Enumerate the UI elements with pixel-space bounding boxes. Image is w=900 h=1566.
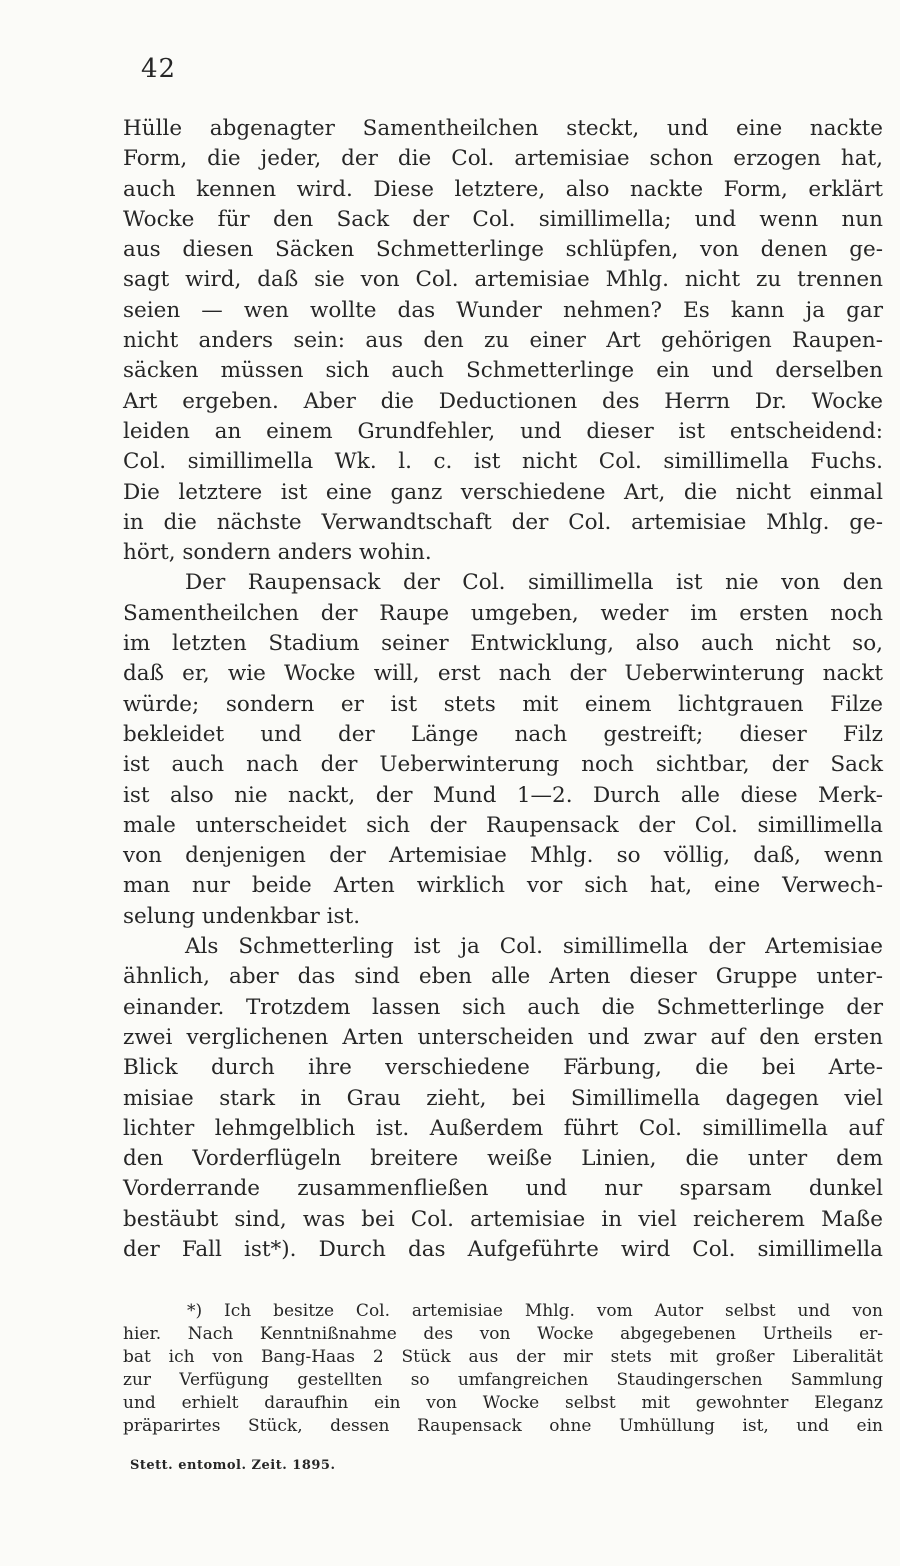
text-line: im letzten Stadium seiner Entwicklung, also auch nicht so, [123, 631, 883, 657]
text-line: nicht anders sein: aus den zu einer Art gehörigen Raupen- [123, 328, 883, 354]
text-line: Der Raupensack der Col. simillimella ist nie von den [185, 570, 883, 596]
text-line: säcken müssen sich auch Schmetterlinge ein und derselben [123, 358, 883, 384]
text-line: sagt wird, daß sie von Col. artemisiae Mhlg. nicht zu trennen [123, 267, 883, 293]
footnote-line: *) Ich besitze Col. artemisiae Mhlg. vom Autor selbst und von [187, 1301, 883, 1321]
text-line: den Vorderflügeln breitere weiße Linien, die unter dem [123, 1146, 883, 1172]
text-line: in die nächste Verwandtschaft der Col. artemisiae Mhlg. ge- [123, 509, 883, 535]
text-line: Die letztere ist eine ganz verschiedene Art, die nicht einmal [123, 479, 883, 505]
text-line: ist auch nach der Ueberwinterung noch sichtbar, der Sack [123, 752, 883, 778]
body-text [123, 114, 883, 1265]
text-line: Hülle abgenagter Samentheilchen steckt, und eine nackte [123, 116, 883, 141]
footnote-line: hier. Nach Kenntnißnahme des von Wocke abgegebenen Urtheils er- [123, 1324, 883, 1344]
text-line: der Fall ist*). Durch das Aufgeführte wird Col. simillimella [123, 1236, 883, 1262]
text-line: Col. simillimella Wk. l. c. ist nicht Col. simillimella Fuchs. [123, 449, 883, 475]
source-reference: Stett. entomol. Zeit. 1895. [130, 1458, 336, 1473]
page-number: 42 [141, 54, 177, 84]
text-line: einander. Trotzdem lassen sich auch die Schmetterlinge der [123, 994, 883, 1020]
text-line: ähnlich, aber das sind eben alle Arten dieser Gruppe unter- [123, 964, 883, 990]
text-line: leiden an einem Grundfehler, und dieser ist entscheidend: [123, 418, 883, 444]
text-line: ist also nie nackt, der Mund 1—2. Durch alle diese Merk- [123, 782, 883, 808]
text-line: von denjenigen der Artemisiae Mhlg. so völlig, daß, wenn [123, 843, 883, 869]
text-line: bekleidet und der Länge nach gestreift; dieser Filz [123, 721, 883, 747]
text-line: selung undenkbar ist. [123, 903, 361, 929]
text-line: bestäubt sind, was bei Col. artemisiae in viel reicherem Maße [123, 1206, 883, 1232]
text-line: daß er, wie Wocke will, erst nach der Ueberwinterung nackt [123, 661, 883, 687]
text-line: lichter lehmgelblich ist. Außerdem führt Col. simillimella auf [123, 1115, 883, 1141]
footnote-line: und erhielt daraufhin ein von Wocke selbst mit gewohnter Eleganz [123, 1393, 883, 1413]
text-line: Als Schmetterling ist ja Col. simillimella der Artemisiae [185, 934, 883, 960]
text-line: hört, sondern anders wohin. [123, 540, 432, 566]
text-line: Vorderrande zusammenfließen und nur sparsam dunkel [123, 1176, 883, 1202]
text-line: Wocke für den Sack der Col. simillimella; und wenn nun [123, 206, 883, 232]
text-line: zwei verglichenen Arten unterscheiden und zwar auf den ersten [123, 1024, 883, 1050]
text-line: man nur beide Arten wirklich vor sich hat, eine Verwech- [123, 873, 883, 899]
text-line: Blick durch ihre verschiedene Färbung, die bei Arte- [123, 1055, 883, 1081]
footnote-line: bat ich von Bang-Haas 2 Stück aus der mir stets mit großer Liberalität [123, 1347, 883, 1367]
text-line: Art ergeben. Aber die Deductionen des Herrn Dr. Wocke [123, 388, 883, 414]
text-line: auch kennen wird. Diese letztere, also nackte Form, erklärt [123, 176, 883, 202]
text-line: Samentheilchen der Raupe umgeben, weder im ersten noch [123, 600, 883, 626]
text-line: male unterscheidet sich der Raupensack der Col. simillimella [123, 812, 883, 838]
footnote-line: präparirtes Stück, dessen Raupensack ohne Umhüllung ist, und ein [123, 1416, 883, 1436]
footnote-line: zur Verfügung gestellten so umfangreichen Staudingerschen Sammlung [123, 1370, 883, 1390]
footnote [123, 1300, 883, 1438]
text-line: Form, die jeder, der die Col. artemisiae schon erzogen hat, [123, 146, 883, 172]
text-line: seien — wen wollte das Wunder nehmen? Es kann ja gar [123, 297, 883, 323]
text-line: aus diesen Säcken Schmetterlinge schlüpfen, von denen ge- [123, 237, 883, 263]
text-line: würde; sondern er ist stets mit einem lichtgrauen Filze [123, 691, 883, 717]
text-line: misiae stark in Grau zieht, bei Simillimella dagegen viel [123, 1085, 883, 1111]
